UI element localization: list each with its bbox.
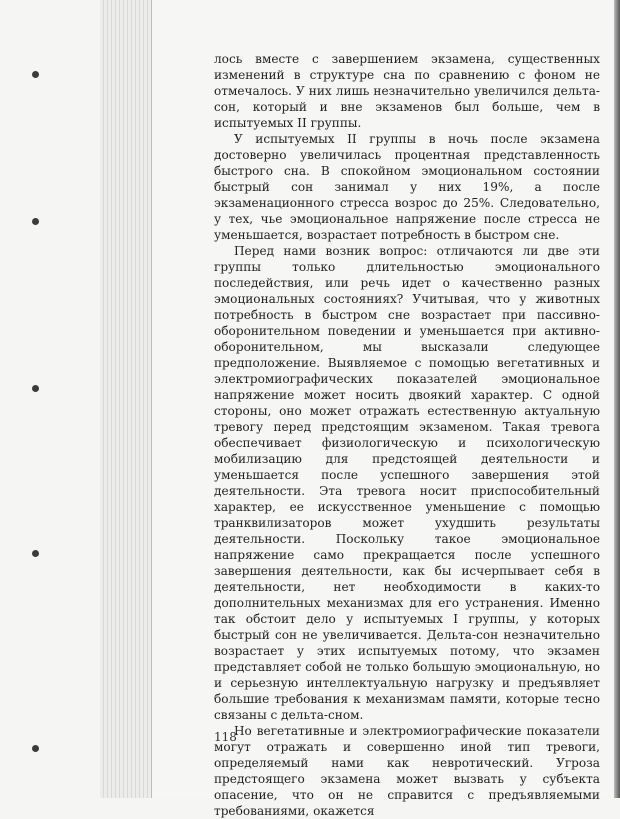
binding-hole [32,218,39,225]
paragraph: У испытуемых II группы в ночь после экзамена достоверно увеличилась процентная представленность быстрого сна. В спокойном эмоциональном состоянии быстрый сон занимал у них 19%, а после экзаменационного стресса возрос до 25%. Следовательно, у тех, чье эмоциональное напряжение после стресса не уменьшается, возрастает потребность в быстром сне. [214,132,600,242]
binding-hole [32,71,39,78]
page-number: 118 [214,730,237,744]
scan-border [614,0,620,798]
page-stack-edges [100,0,152,798]
binding-hole [32,550,39,557]
paragraph: лось вместе с завершением экзамена, существенных изменений в структуре сна по сравнению с фоном не отмечалось. У них лишь незначительно увеличился дельта-сон, который и вне экзаменов был больше, чем в испытуемых II группы. [214,52,600,130]
binding-hole [32,745,39,752]
paragraph: Перед нами возник вопрос: отличаются ли две эти группы только длительностью эмоционального последействия, или речь идет о качественно разных эмоциональных состояниях? Учитывая, что у животных потребность в быстром сне возрастает при пассивно-оборонительном поведении и уменьшается при активно-оборонительном, мы высказали следующее предположение. Выявляемое с помощью вегетативных и электромиографических показателей эмоциональное напряжение может носить двоякий характер. С одной стороны, оно может отражать естественную актуальную тревогу перед предстоящим экзаменом. Такая тревога обеспечивает физиологическую и психологическую мобилизацию для предстоящей деятельности и уменьшается после успешного завершения этой деятельности. Эта тревога носит приспособительный характер, ее искусственное уменьшение с помощью транквилизаторов может ухудшить результаты деятельности. Поскольку такое эмоциональное напряжение само прекращается после успешного завершения деятельности, как бы исчерпывает себя в деятельности, нет необходимости в каких-то дополнительных механизмах для его устранения. Именно так обстоит дело у испытуемых I группы, у которых быстрый сон не увеличивается. Дельта-сон незначительно возрастает у этих испытуемых потому, что экзамен представляет собой не только большую эмоциональную, но и серьезную интеллектуальную нагрузку и предъявляет большие требования к механизмам памяти, которые тесно связаны с дельта-сном. [214,244,600,722]
paragraph: Но вегетативные и электромиографические показатели могут отражать и совершенно иной тип тревоги, определяемый нами как невротический. Угроза предстоящего экзамена может вызвать у субъекта опасение, что он не справится с предъявляемыми требованиями, окажется [214,724,600,818]
binding-hole [32,385,39,392]
body-text [214,51,600,819]
